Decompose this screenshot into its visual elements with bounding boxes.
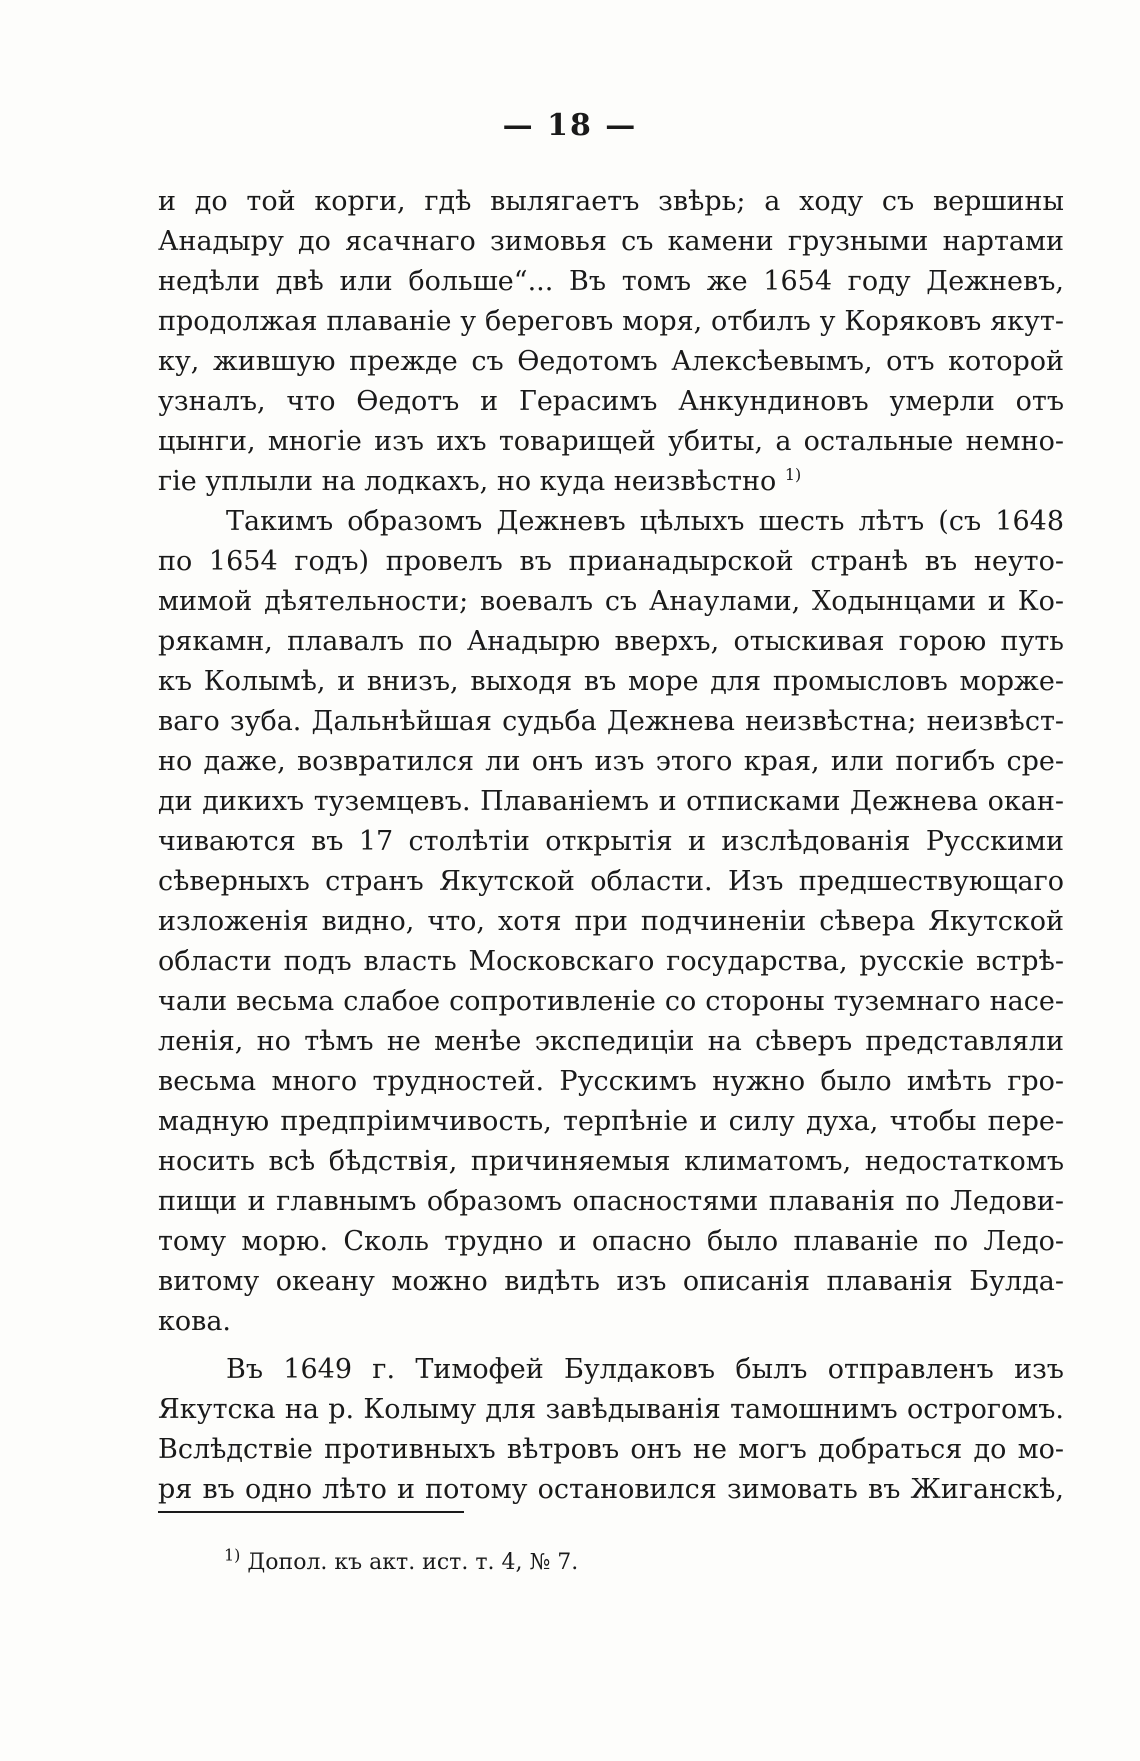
text-line: мимой дѣятельности; воевалъ съ Анаулами, Ходынцами и Ко- bbox=[158, 586, 1064, 617]
text-line: чали весьма слабое сопротивленіе со стороны туземнаго насе- bbox=[158, 986, 1064, 1017]
text-line-with-footnote bbox=[158, 462, 1064, 502]
text-line: чиваются въ 17 столѣтіи открытія и изслѣдованія Русскими bbox=[158, 826, 1064, 857]
text-line: къ Колымѣ, и внизъ, выходя въ море для промысловъ морже- bbox=[158, 666, 1064, 697]
text-line: но даже, возвратился ли онъ изъ этого края, или погибъ сре- bbox=[158, 746, 1064, 777]
footnote-text: Допол. къ акт. ист. т. 4, № 7. bbox=[247, 1550, 579, 1575]
text-line: ку, жившую прежде съ Ѳедотомъ Алексѣевымъ, отъ которой bbox=[158, 346, 1064, 377]
text-line: изложенія видно, что, хотя при подчиненіи сѣвера Якутской bbox=[158, 906, 1064, 937]
text-line: Вслѣдствіе противныхъ вѣтровъ онъ не могъ добраться до мо- bbox=[158, 1434, 1064, 1465]
text-line: Якутска на р. Колыму для завѣдыванія тамошнимъ острогомъ. bbox=[158, 1394, 1064, 1425]
paragraph-gap bbox=[158, 1342, 1064, 1350]
text-line: ленія, но тѣмъ не менѣе экспедиціи на сѣверъ представляли bbox=[158, 1026, 1064, 1057]
text-line: рякамн, плавалъ по Анадырю вверхъ, отыскивая горою путь bbox=[158, 626, 1064, 657]
text-line: цынги, многіе изъ ихъ товарищей убиты, а остальные немно- bbox=[158, 426, 1064, 457]
footnote-divider bbox=[158, 1511, 464, 1513]
paragraph-start-line: Въ 1649 г. Тимофей Булдаковъ былъ отправленъ изъ bbox=[226, 1354, 1064, 1385]
text-line: витому океану можно видѣть изъ описанія плаванія Булда- bbox=[158, 1266, 1064, 1297]
footnote bbox=[224, 1545, 579, 1578]
text-line: тому морю. Сколь трудно и опасно было плаваніе по Ледо- bbox=[158, 1226, 1064, 1257]
text-line: Анадыру до ясачнаго зимовья съ камени грузными нартами bbox=[158, 226, 1064, 257]
text-line: носить всѣ бѣдствія, причиняемыя климатомъ, недостаткомъ bbox=[158, 1146, 1064, 1177]
text-line: по 1654 годъ) провелъ въ прианадырской странѣ въ неуто- bbox=[158, 546, 1064, 577]
text-line: гіе уплыли на лодкахъ, но куда неизвѣстно bbox=[158, 466, 777, 497]
text-line: сѣверныхъ странъ Якутской области. Изъ предшествующаго bbox=[158, 866, 1064, 897]
page-number: — 18 — bbox=[502, 108, 638, 143]
footnote-marker: 1) bbox=[224, 1545, 241, 1565]
footnote-reference: 1) bbox=[784, 465, 802, 484]
paragraph-start-line: Такимъ образомъ Дежневъ цѣлыхъ шесть лѣтъ (съ 1648 bbox=[226, 506, 1064, 537]
text-line: области подъ власть Московскаго государства, русскіе встрѣ- bbox=[158, 946, 1064, 977]
text-line: пищи и главнымъ образомъ опасностями плаванія по Ледови- bbox=[158, 1186, 1064, 1217]
text-line: недѣли двѣ или больше“... Въ томъ же 1654 году Дежневъ, bbox=[158, 266, 1064, 297]
text-line: ря въ одно лѣто и потому остановился зимовать въ Жиганскѣ, bbox=[158, 1474, 1064, 1505]
text-line: узналъ, что Ѳедотъ и Герасимъ Анкундиновъ умерли отъ bbox=[158, 386, 1064, 417]
text-line: ваго зуба. Дальнѣйшая судьба Дежнева неизвѣстна; неизвѣст- bbox=[158, 706, 1064, 737]
body-text bbox=[158, 182, 1064, 1510]
text-line: и до той корги, гдѣ вылягаетъ звѣрь; а ходу съ вершины bbox=[158, 186, 1064, 217]
text-line: весьма много трудностей. Русскимъ нужно было имѣть гро- bbox=[158, 1066, 1064, 1097]
text-line: кова. bbox=[158, 1306, 232, 1337]
text-line: ди дикихъ туземцевъ. Плаваніемъ и отписками Дежнева окан- bbox=[158, 786, 1064, 817]
text-line: мадную предпріимчивость, терпѣніе и силу духа, чтобы пере- bbox=[158, 1106, 1064, 1137]
text-line: продолжая плаваніе у береговъ моря, отбилъ у Коряковъ якут- bbox=[158, 306, 1064, 337]
